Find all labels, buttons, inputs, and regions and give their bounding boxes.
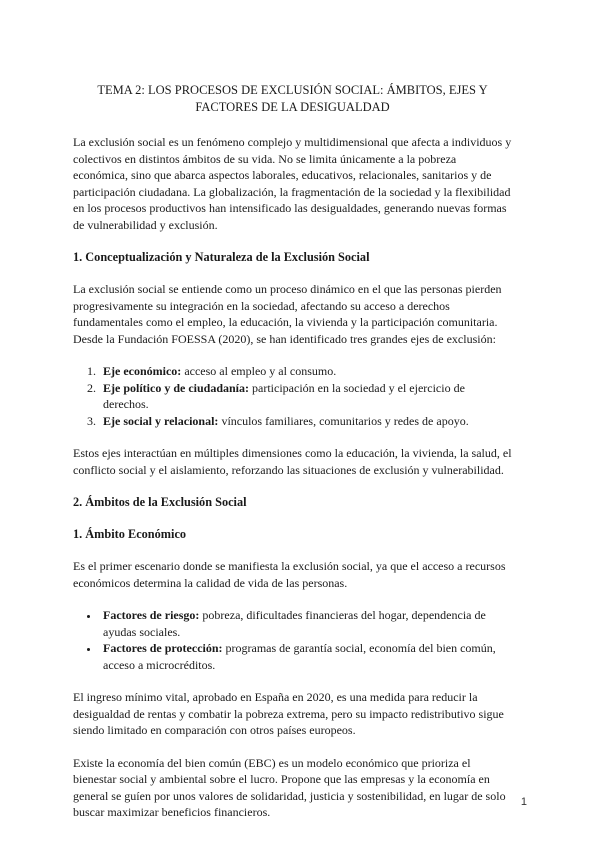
factor-item [99,640,512,673]
factor-term: Factores de protección: [103,641,223,655]
document-title: TEMA 2: LOS PROCESOS DE EXCLUSIÓN SOCIAL: ÁMBITOS, EJES Y FACTORES DE LA DESIGUALDAD [97,83,488,114]
eje-term: Eje social y relacional: [103,413,219,428]
section-1-paragraph: La exclusión social se entiende como un proceso dinámico en el que las personas pierden progresivamente su integración en la sociedad, afectando su acceso a derechos fundamentales como el empleo, la educación, la vivienda y la participación comunitaria. Desde la Fundación FOESSA (2020), se han identificado tres grandes ejes de exclusión: [73,282,502,346]
factor-text: programas de garantía social, economía del bien común, acceso a microcréditos. [103,641,496,672]
factor-text: pobreza, dificultades financieras del hogar, dependencia de ayudas sociales. [103,608,486,639]
eje-term: Eje político y de ciudadanía: [103,380,250,395]
eje-text: participación en la sociedad y el ejercicio de derechos. [103,380,465,411]
section-1-heading: 1. Conceptualización y Naturaleza de la Exclusión Social [73,250,370,264]
eje-text: vínculos familiares, comunitarios y redes de apoyo. [218,413,469,428]
subsection-economic-paragraph: Es el primer escenario donde se manifiesta la exclusión social, ya que el acceso a recursos económicos determina la calidad de vida de las personas. [73,559,506,590]
eje-item [99,380,512,413]
eje-item [99,363,512,380]
factor-item [99,607,512,640]
eje-text: acceso al empleo y al consumo. [181,364,337,378]
section-1-closing: Estos ejes interactúan en múltiples dimensiones como la educación, la vivienda, la salud, el conflicto social y el aislamiento, reforzando las situaciones de exclusión y vulnerabilidad. [73,446,512,477]
factor-term: Factores de riesgo: [103,608,200,622]
page-number: 1 [520,796,527,808]
ebc-paragraph: Existe la economía del bien común (EBC) es un modelo económico que prioriza el bienestar social y ambiental sobre el lucro. Propone que las empresas y la economía en general se guíen por unos valores de solidaridad, justicia y sostenibilidad, en lugar de solo buscar maximizar beneficios financieros. [73,755,506,819]
subsection-economic-heading: 1. Ámbito Económico [73,527,187,541]
ejes-list [73,363,512,429]
ingreso-minimo-paragraph: El ingreso mínimo vital, aprobado en España en 2020, es una medida para reducir la desigualdad de rentas y combatir la pobreza extrema, pero su impacto redistributivo sigue siendo limitado en comparación con otros países europeos. [73,690,504,737]
eje-term: Eje económico: [103,364,182,378]
intro-paragraph: La exclusión social es un fenómeno complejo y multidimensional que afecta a individuos y colectivos en distintos ámbitos de su vida. No se limita únicamente a la pobreza económica, sino que abarca aspectos laborales, educativos, relacionales, sanitarios y de participación ciudadana. La globalización, la fragmentación de la sociedad y la flexibilidad en los procesos productivos han intensificado las desigualdades, generando nuevas formas de vulnerabilidad y exclusión. [73,135,512,232]
section-2-heading: 2. Ámbitos de la Exclusión Social [73,495,247,509]
eje-item [99,413,512,430]
factors-list [73,607,512,673]
